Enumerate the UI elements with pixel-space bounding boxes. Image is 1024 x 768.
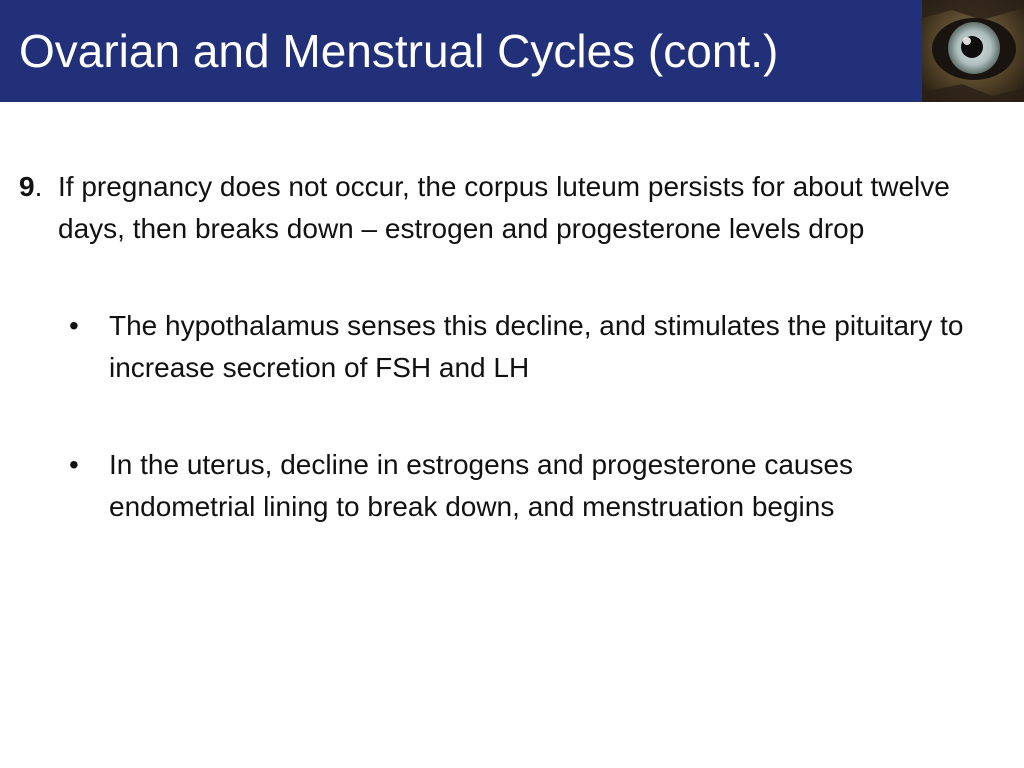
bullet-text: In the uterus, decline in estrogens and progesterone causes endometrial lining to break down, and menstruation begins bbox=[109, 449, 854, 522]
title-bar bbox=[0, 0, 922, 102]
main-point-text: If pregnancy does not occur, the corpus luteum persists for about twelve days, then breaks down – estrogen and progesterone levels drop bbox=[58, 171, 950, 244]
point-number-separator: . bbox=[34, 171, 43, 202]
bullet-text: The hypothalamus senses this decline, and stimulates the pituitary to increase secretion of FSH and LH bbox=[109, 310, 964, 383]
bullet-item bbox=[69, 305, 1004, 388]
point-number bbox=[19, 166, 58, 208]
bullet-marker: • bbox=[69, 310, 79, 341]
main-point bbox=[19, 166, 1004, 249]
eye-photo bbox=[922, 0, 1024, 102]
bullet-list bbox=[19, 305, 1004, 527]
slide-content bbox=[19, 166, 1004, 583]
slide-title: Ovarian and Menstrual Cycles (cont.) bbox=[19, 25, 779, 77]
bullet-item bbox=[69, 444, 1004, 527]
point-number-value: 9 bbox=[19, 171, 35, 202]
bullet-marker: • bbox=[69, 449, 79, 480]
